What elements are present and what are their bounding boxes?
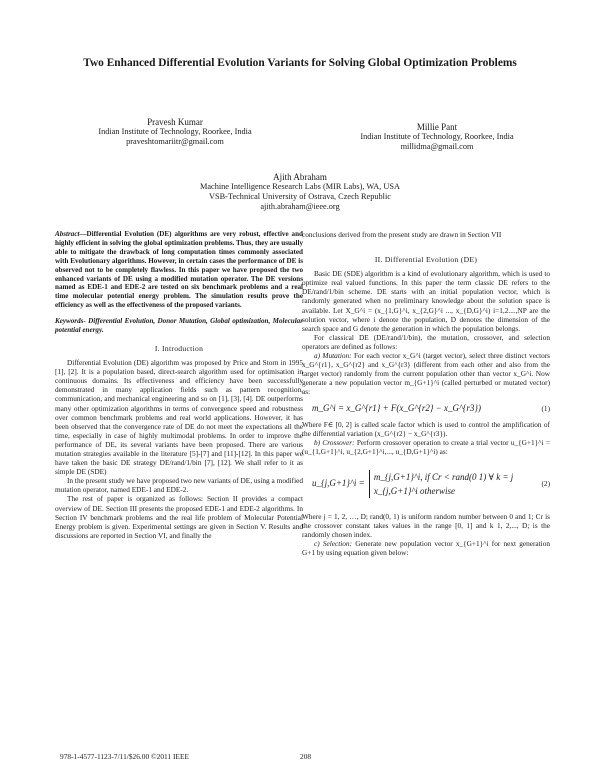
author-name: Millie Pant [416, 122, 458, 132]
author-email: ajith.abraham@ieee.org [260, 202, 340, 211]
equation-number: (1) [541, 403, 550, 413]
keywords: Keywords- Differential Evolution, Donor Mutation, Global optimization, Molecular potential energy. [55, 317, 303, 335]
equation-2 [302, 463, 550, 505]
equation-lhs: u_{j,G+1}^i = [312, 478, 365, 489]
author-affiliation-2: VSB-Technical University of Ostrava, Czech Republic [209, 192, 391, 201]
de-paragraph: For classical DE (DE/rand/1/bin), the mutation, crossover, and selection operators are defined as follows: [302, 332, 550, 351]
crossover-label: b) Crossover: [314, 437, 355, 447]
page-number: 208 [300, 752, 312, 761]
equation-formula: m_G^i = x_G^{r1} + F(x_G^{r2} − x_G^{r3}) [312, 402, 481, 413]
author-email: millidma@gmail.com [400, 142, 474, 151]
copyright-notice: 978-1-4577-1123-7/11/$26.00 ©2011 IEEE [60, 752, 189, 761]
paper-title: Two Enhanced Differential Evolution Variants for Solving Global Optimization Problems [83, 57, 517, 69]
de-paragraph: Basic DE (SDE) algorithm is a kind of evolutionary algorithm, which is used to optimize real valued functions. In this paper the term classic DE refers to the DE/rand/1/bin scheme. DE starts with an initial population vector, which is randomly generated when no preliminary knowledge about the solution space is available. Let X_G^i = (x_{1,G}^i, x_{2,G}^i ..., x_{D,G}^i) i=1,2....,NP are the solution vector, where i denote the population, D denotes the dimension of the search space and G denote the generation in which the population belongs. [302, 269, 550, 333]
mutation-text: For each vector x_G^i (target vector), select three distinct vectors x_G^{r1}, x_G^{r2} and x_G^{r3} (different from each other and also from the target vector) randomly from the current population other than vector x_G^i. Now generate a new population vector m_{G+1}^i (called perturbed or mutated vector) as: [302, 351, 551, 397]
author-name: Ajith Abraham [273, 172, 327, 182]
author-name: Pravesh Kumar [147, 117, 203, 127]
equation-1 [302, 404, 550, 413]
author-2 [332, 122, 542, 152]
abstract-label: Abstract [55, 230, 80, 238]
section-heading-de: II. Differential Evolution (DE) [374, 255, 478, 265]
equation-case-1: m_{j,G+1}^i, if Cr < rand(0 1) ∀ k = j [373, 471, 514, 482]
intro-paragraph: Differential Evolution (DE) algorithm was proposed by Price and Storn in 1995 [1], [2]. It is a population based, direct-search algorithm used for optimisation in continuous domains. Its effectiveness and efficiency have been successfully demonstrated in many application fields such as pattern recognition, communication, and mechanical engineering and so on [1], [3], [4]. DE outperforms many other optimization algorithms in terms of convergence speed and robustness over common benchmark problems and real world applications. However, it has been observed that the convergence rate of DE do not meet the expectations all the time, especially in case of highly multimodal problems. In order to improve the performance of DE, its several variants have been proposed. There are various mutation strategies available in the literature [5]-[7] and [11]-[12]. In this paper we have taken the basic DE strategy DE/rand/1/bin [7], [12]. We shall refer to it as simple DE (SDE) [55, 358, 303, 477]
selection-label: c) Selection: [314, 539, 353, 549]
author-email: praveshtomariitr@gmail.com [126, 137, 224, 146]
mutation-label: a) Mutation: [314, 351, 352, 361]
intro-continuation: conclusions derived from the present study are drawn in Section VII [302, 230, 502, 239]
intro-paragraph: In the present study we have proposed two new variants of DE, using a modified mutation operator, named EDE-1 and EDE-2. [55, 476, 303, 495]
author-1 [70, 117, 280, 147]
abstract-text: —Differential Evolution (DE) algorithms are very robust, effective and highly efficient in solving the global optimization problems. Thus, they are usually able to mitigate the drawback of long computation times commonly associated with Evolutionary algorithms. However, in certain cases the performance of DE is observed not to be completely flawless. In this paper we have proposed the two enhanced variants of DE using a modified mutation operator. The DE versions named as EDE-1 and EDE-2 are tested on six benchmark problems and a real time molecular potential energy problem. The simulation results prove the efficiency as well as the effectiveness of the proposed variants. [55, 230, 303, 310]
crossover-text: Perform crossover operation to create a trial vector u_{G+1}^i =(u_{1,G+1}^i, u_{2,G+1}^i,..., u_{D,G+1}^i) as: [302, 437, 551, 456]
author-3 [150, 172, 450, 212]
left-column [55, 230, 303, 540]
selection-paragraph [302, 539, 550, 557]
mutation-paragraph [302, 351, 550, 396]
mutation-after: Where F∈ [0, 2] is called scale factor which is used to control the amplification of the differential variation (x_G^{r2} − x_G^{r3}). [302, 419, 550, 438]
author-affiliation: Indian Institute of Technology, Roorkee, India [360, 132, 514, 141]
author-affiliation: Machine Intelligence Research Labs (MIR Labs), WA, USA [199, 182, 401, 191]
selection-text: Generate new population vector x_{G+1}^i for next generation G+1 by using equation given below: [302, 539, 550, 558]
intro-paragraph: The rest of paper is organized as follows: Section II provides a compact overview of DE. Section III presents the proposed EDE-1 and EDE-2 algorithms. In Section IV benchmark problems and the real life problem of Molecular Potential Energy problem is given. Experimental settings are given in Section V. Results and discussions are reported in Section VI, and finally the [55, 494, 303, 540]
equation-formula [302, 470, 528, 498]
equation-number: (2) [541, 479, 550, 489]
abstract [55, 230, 303, 310]
equation-cases [369, 470, 513, 498]
author-affiliation: Indian Institute of Technology, Roorkee, India [98, 127, 252, 136]
crossover-paragraph [302, 438, 550, 456]
right-column [302, 230, 550, 557]
crossover-after: Where j = 1, 2, …, D; rand(0, 1) is uniform random number between 0 and 1; Cr is the crossover constant takes values in the range [0, 1] and k 1, 2,..., D; is the randomly chosen index. [302, 511, 550, 540]
section-heading-introduction: I. Introduction [154, 343, 204, 353]
equation-case-2: x_{j,G+1}^i otherwise [373, 485, 455, 496]
